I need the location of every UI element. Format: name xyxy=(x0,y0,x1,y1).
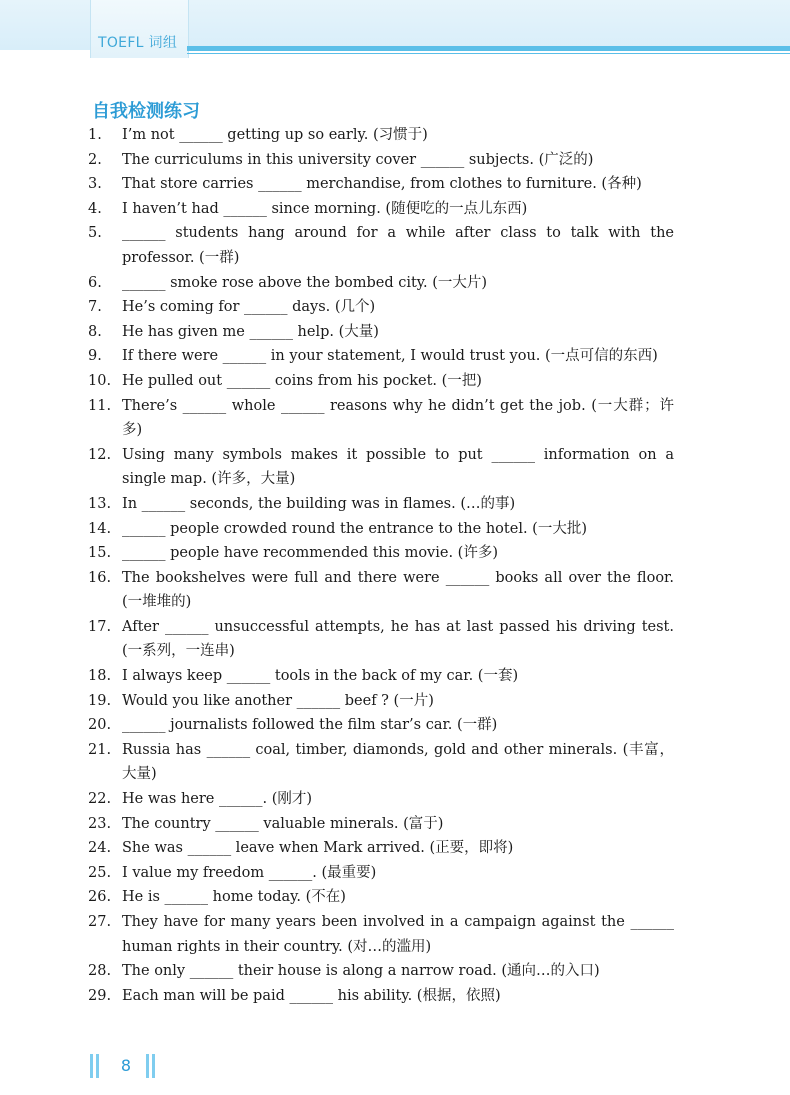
exercise-text: In ______ seconds, the building was in flames. (…的事) xyxy=(122,495,516,512)
header-rule-thin xyxy=(187,53,790,54)
exercise-item xyxy=(88,566,674,615)
exercise-number: 12. xyxy=(88,446,112,463)
exercise-item xyxy=(88,541,674,566)
exercise-text: There’s ______ whole ______ reasons why he didn’t get the job. (一大群；许多) xyxy=(122,397,674,439)
exercise-text: Each man will be paid ______ his ability. (根据，依照) xyxy=(122,987,501,1004)
exercise-item xyxy=(88,394,674,443)
exercise-text: ______ smoke rose above the bombed city. (一大片) xyxy=(122,274,488,291)
footer-decor-bar xyxy=(96,1054,99,1078)
exercise-number: 29. xyxy=(88,987,112,1004)
exercise-item xyxy=(88,885,674,910)
exercise-number: 15. xyxy=(88,545,112,562)
exercise-text: I’m not ______ getting up so early. (习惯于) xyxy=(122,127,428,143)
exercise-list xyxy=(88,123,674,1008)
exercise-number: 6. xyxy=(88,274,102,291)
exercise-text: The curriculums in this university cover ______ subjects. (广泛的) xyxy=(122,151,594,168)
exercise-number: 16. xyxy=(88,569,112,586)
exercise-number: 21. xyxy=(88,741,112,758)
exercise-item xyxy=(88,443,674,492)
exercise-text: Would you like another ______ beef ? (一片) xyxy=(122,692,434,709)
exercise-text: I always keep ______ tools in the back of my car. (一套) xyxy=(122,668,519,685)
exercise-item xyxy=(88,271,674,296)
exercise-number: 11. xyxy=(88,397,112,414)
exercise-item xyxy=(88,369,674,394)
header-title: TOEFL 词组 xyxy=(98,35,178,51)
exercise-number: 5. xyxy=(88,225,102,242)
exercise-text: The only ______ their house is along a narrow road. (通向…的入口) xyxy=(122,963,600,980)
exercise-number: 24. xyxy=(88,840,112,857)
exercise-item xyxy=(88,787,674,812)
exercise-number: 10. xyxy=(88,372,112,389)
exercise-text: He’s coming for ______ days. (几个) xyxy=(122,299,376,316)
exercise-number: 14. xyxy=(88,520,112,537)
exercise-text: Russia has ______ coal, timber, diamonds, gold and other minerals. (丰富，大量) xyxy=(122,741,674,783)
exercise-number: 28. xyxy=(88,963,112,980)
exercise-text: ______ people crowded round the entrance to the hotel. (一大批) xyxy=(122,520,587,537)
exercise-item xyxy=(88,836,674,861)
page-number: 8 xyxy=(120,1056,132,1075)
exercise-item xyxy=(88,197,674,222)
exercise-number: 17. xyxy=(88,618,112,635)
exercise-number: 23. xyxy=(88,815,112,832)
exercise-item xyxy=(88,861,674,886)
section-title: 自我检测练习 xyxy=(92,101,200,122)
exercise-text: Using many symbols makes it possible to put ______ information on a single map. (许多，大量) xyxy=(122,446,674,488)
exercise-item xyxy=(88,492,674,517)
exercise-text: He is ______ home today. (不在) xyxy=(122,889,346,906)
exercise-item xyxy=(88,148,674,173)
exercise-item xyxy=(88,910,674,959)
footer-decor-bar xyxy=(146,1054,149,1078)
exercise-text: ______ journalists followed the film star’s car. (一群) xyxy=(122,717,498,734)
exercise-number: 8. xyxy=(88,323,102,340)
exercise-text: That store carries ______ merchandise, from clothes to furniture. (各种) xyxy=(122,176,642,193)
exercise-text: She was ______ leave when Mark arrived. (正要，即将) xyxy=(122,840,514,857)
exercise-text: I value my freedom ______. (最重要) xyxy=(122,864,377,881)
exercise-text: ______ students hang around for a while after class to talk with the professor. (一群) xyxy=(122,225,674,266)
exercise-item xyxy=(88,221,674,270)
page-footer xyxy=(90,1054,170,1078)
exercise-number: 13. xyxy=(88,495,112,512)
exercise-item xyxy=(88,812,674,837)
exercise-number: 19. xyxy=(88,692,112,709)
exercise-number: 3. xyxy=(88,176,102,193)
exercise-text: After ______ unsuccessful attempts, he has at last passed his driving test. (一系列，一连串) xyxy=(122,618,674,660)
exercise-number: 1. xyxy=(88,127,102,143)
exercise-text: He pulled out ______ coins from his pocket. (一把) xyxy=(122,372,482,389)
footer-decor-bar xyxy=(152,1054,155,1078)
exercise-item xyxy=(88,320,674,345)
exercise-item xyxy=(88,959,674,984)
exercise-item xyxy=(88,344,674,369)
exercise-number: 18. xyxy=(88,668,112,685)
exercise-text: The bookshelves were full and there were ______ books all over the floor. (一堆堆的) xyxy=(122,569,674,611)
exercise-number: 25. xyxy=(88,864,112,881)
exercise-item xyxy=(88,664,674,689)
exercise-item xyxy=(88,689,674,714)
exercise-item xyxy=(88,615,674,664)
exercise-item xyxy=(88,123,674,148)
exercise-number: 22. xyxy=(88,791,112,808)
exercise-number: 2. xyxy=(88,151,102,168)
exercise-item xyxy=(88,738,674,787)
exercise-text: He has given me ______ help. (大量) xyxy=(122,323,379,340)
exercise-number: 26. xyxy=(88,889,112,906)
exercise-item xyxy=(88,984,674,1009)
exercise-text: ______ people have recommended this movie. (许多) xyxy=(122,545,498,562)
exercise-item xyxy=(88,517,674,542)
exercise-item xyxy=(88,295,674,320)
exercise-text: I haven’t had ______ since morning. (随便吃的一点儿东西) xyxy=(122,200,528,217)
exercise-item xyxy=(88,713,674,738)
exercise-number: 7. xyxy=(88,299,102,316)
exercise-text: They have for many years been involved in a campaign against the ______ human rights in their country. (对…的滥用) xyxy=(122,914,674,955)
exercise-number: 27. xyxy=(88,914,112,930)
footer-decor-bar xyxy=(90,1054,93,1078)
exercise-text: He was here ______. (刚才) xyxy=(122,791,313,808)
exercise-number: 4. xyxy=(88,200,102,217)
exercise-number: 9. xyxy=(88,348,102,365)
exercise-item xyxy=(88,172,674,197)
header-rule xyxy=(187,46,790,51)
exercise-number: 20. xyxy=(88,717,112,734)
exercise-text: The country ______ valuable minerals. (富于) xyxy=(122,815,444,832)
exercise-text: If there were ______ in your statement, I would trust you. (一点可信的东西) xyxy=(122,348,658,365)
